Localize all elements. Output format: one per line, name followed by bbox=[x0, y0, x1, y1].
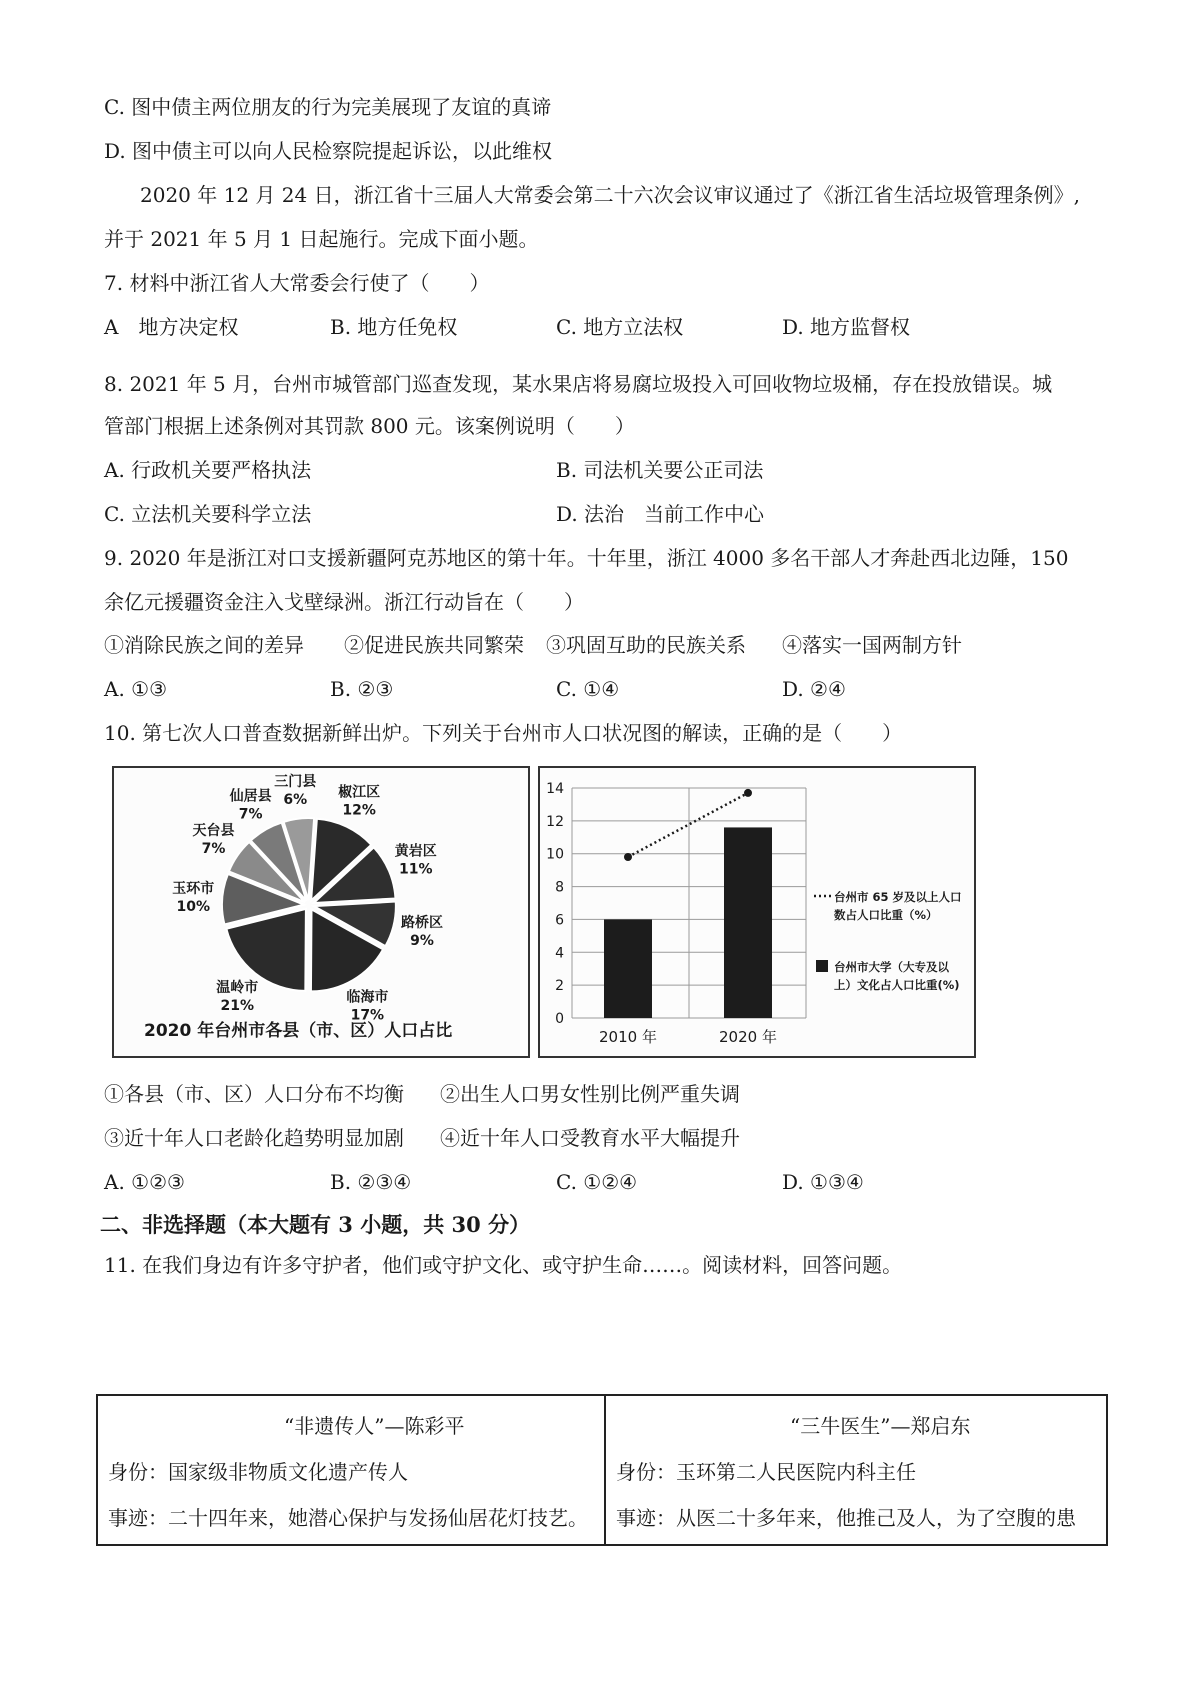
q10-statement-1: ①各县（市、区）人口分布不均衡 bbox=[104, 1082, 404, 1106]
y-tick-label-3: 6 bbox=[555, 912, 564, 929]
pie-label-6: 玉环市 bbox=[172, 880, 215, 897]
y-tick-label-1: 2 bbox=[555, 978, 564, 995]
pie-label-4: 临海市 bbox=[346, 989, 389, 1006]
pie-label-3: 路桥区 bbox=[401, 915, 444, 932]
q8-option-d: D. 法治 当前工作中心 bbox=[556, 502, 765, 526]
q10-option-b: B. ②③④ bbox=[330, 1170, 412, 1194]
q10-option-d: D. ①③④ bbox=[782, 1170, 864, 1194]
q9-statement-1: ①消除民族之间的差异 bbox=[104, 633, 304, 657]
table-divider bbox=[604, 1396, 606, 1544]
left-cell-title: “非遗传人”—陈彩平 bbox=[284, 1414, 465, 1438]
q6-option-c: C. 图中债主两位朋友的行为完美展现了友谊的真谛 bbox=[104, 95, 552, 119]
pie-chart-title: 2020 年台州市各县（市、区）人口占比 bbox=[144, 1021, 453, 1041]
q10-statement-3: ③近十年人口老龄化趋势明显加剧 bbox=[104, 1126, 404, 1150]
pie-pct-6: 10% bbox=[176, 898, 211, 915]
section-2-heading: 二、非选择题（本大题有 3 小题，共 30 分） bbox=[100, 1212, 531, 1237]
q11-material-table bbox=[96, 1394, 1108, 1546]
y-tick-label-5: 10 bbox=[546, 846, 564, 863]
left-cell-deeds: 事迹：二十四年来，她潜心保护与发扬仙居花灯技艺。 bbox=[108, 1506, 588, 1530]
material-line-2: 并于 2021 年 5 月 1 日起施行。完成下面小题。 bbox=[104, 227, 539, 251]
legend-bar-label-1: 台州市大学（大专及以 bbox=[834, 960, 949, 974]
q9-option-b: B. ②③ bbox=[330, 677, 394, 701]
pie-pct-9: 6% bbox=[283, 791, 308, 808]
pie-pct-2: 11% bbox=[399, 861, 433, 878]
q9-option-a: A. ①③ bbox=[104, 677, 168, 701]
q7-option-b: B. 地方任免权 bbox=[330, 315, 458, 339]
q7-option-a: A 地方决定权 bbox=[104, 315, 239, 339]
pie-label-1: 椒江区 bbox=[338, 784, 381, 801]
q10-option-a: A. ①②③ bbox=[104, 1170, 185, 1194]
q9-option-d: D. ②④ bbox=[782, 677, 846, 701]
pie-pct-5: 21% bbox=[220, 998, 255, 1015]
q11-stem: 11. 在我们身边有许多守护者，他们或守护文化、或守护生命……。阅读材料，回答问题。 bbox=[104, 1253, 903, 1277]
pie-chart-figure bbox=[112, 766, 530, 1058]
q8-option-a: A. 行政机关要严格执法 bbox=[104, 458, 312, 482]
q9-stem-line-2: 余亿元援疆资金注入戈壁绿洲。浙江行动旨在（ ） bbox=[104, 590, 584, 614]
q6-option-d: D. 图中债主可以向人民检察院提起诉讼，以此维权 bbox=[104, 139, 553, 163]
right-cell-deeds: 事迹：从医二十多年来，他推己及人，为了空腹的患 bbox=[616, 1506, 1076, 1530]
q9-option-c: C. ①④ bbox=[556, 677, 620, 701]
y-tick-label-4: 8 bbox=[555, 879, 564, 896]
y-tick-label-7: 14 bbox=[546, 781, 564, 797]
y-tick-label-0: 0 bbox=[555, 1011, 564, 1027]
q10-stem: 10. 第七次人口普查数据新鲜出炉。下列关于台州市人口状况图的解读，正确的是（ ） bbox=[104, 721, 903, 745]
q10-statement-2: ②出生人口男女性别比例严重失调 bbox=[440, 1082, 740, 1106]
bar-2 bbox=[724, 827, 772, 1018]
pie-pct-3: 9% bbox=[410, 933, 434, 950]
right-cell-title: “三牛医生”—郑启东 bbox=[790, 1414, 971, 1438]
q9-statement-3: ③巩固互助的民族关系 bbox=[546, 633, 746, 657]
q8-option-b: B. 司法机关要公正司法 bbox=[556, 458, 764, 482]
q7-option-c: C. 地方立法权 bbox=[556, 315, 684, 339]
legend-bar-swatch bbox=[816, 960, 828, 972]
q9-statement-4: ④落实一国两制方针 bbox=[782, 633, 962, 657]
right-cell-identity: 身份：玉环第二人民医院内科主任 bbox=[616, 1460, 916, 1484]
q8-stem-line-1: 8. 2021 年 5 月，台州市城管部门巡查发现，某水果店将易腐垃圾投入可回收物垃圾桶，存在投放错误。城 bbox=[104, 372, 1053, 396]
legend-line-label-2: 数占人口比重（%） bbox=[834, 908, 938, 922]
pie-pct-4: 17% bbox=[350, 1007, 385, 1024]
bar-chart-figure bbox=[538, 766, 976, 1058]
material-line-1: 2020 年 12 月 24 日，浙江省十三届人大常委会第二十六次会议审议通过了《浙江省生活垃圾管理条例》, bbox=[140, 183, 1080, 207]
line-point-2 bbox=[744, 789, 752, 797]
legend-line-label-1: 台州市 65 岁及以上人口 bbox=[834, 890, 962, 904]
pie-label-2: 黄岩区 bbox=[394, 843, 437, 860]
pie-chart bbox=[114, 768, 528, 1056]
q9-stem-line-1: 9. 2020 年是浙江对口支援新疆阿克苏地区的第十年。十年里，浙江 4000 多名干部人才奔赴西北边陲，150 bbox=[104, 546, 1069, 570]
pie-label-5: 温岭市 bbox=[216, 980, 259, 997]
legend-bar-label-2: 上）文化占人口比重(%) bbox=[834, 978, 960, 992]
y-tick-label-6: 12 bbox=[546, 813, 564, 830]
pie-label-9: 三门县 bbox=[274, 773, 317, 790]
x-tick-label-2: 2020 年 bbox=[719, 1028, 777, 1046]
pie-label-7: 天台县 bbox=[192, 823, 235, 840]
y-tick-label-2: 4 bbox=[555, 945, 564, 962]
q10-option-c: C. ①②④ bbox=[556, 1170, 638, 1194]
pie-label-8: 仙居县 bbox=[229, 788, 272, 805]
line-point-1 bbox=[624, 853, 632, 861]
q8-stem-line-2: 管部门根据上述条例对其罚款 800 元。该案例说明（ ） bbox=[104, 414, 635, 438]
q7-stem: 7. 材料中浙江省人大常委会行使了（ ） bbox=[104, 271, 490, 295]
x-tick-label-1: 2010 年 bbox=[599, 1028, 657, 1046]
left-cell-identity: 身份：国家级非物质文化遗产传人 bbox=[108, 1460, 408, 1484]
q7-option-d: D. 地方监督权 bbox=[782, 315, 911, 339]
bar-line-chart bbox=[540, 768, 974, 1056]
pie-pct-7: 7% bbox=[201, 841, 226, 858]
q10-statement-4: ④近十年人口受教育水平大幅提升 bbox=[440, 1126, 740, 1150]
pie-pct-8: 7% bbox=[238, 806, 263, 823]
q9-statement-2: ②促进民族共同繁荣 bbox=[344, 633, 524, 657]
q8-option-c: C. 立法机关要科学立法 bbox=[104, 502, 312, 526]
pie-pct-1: 12% bbox=[342, 802, 376, 819]
bar-1 bbox=[604, 919, 652, 1018]
